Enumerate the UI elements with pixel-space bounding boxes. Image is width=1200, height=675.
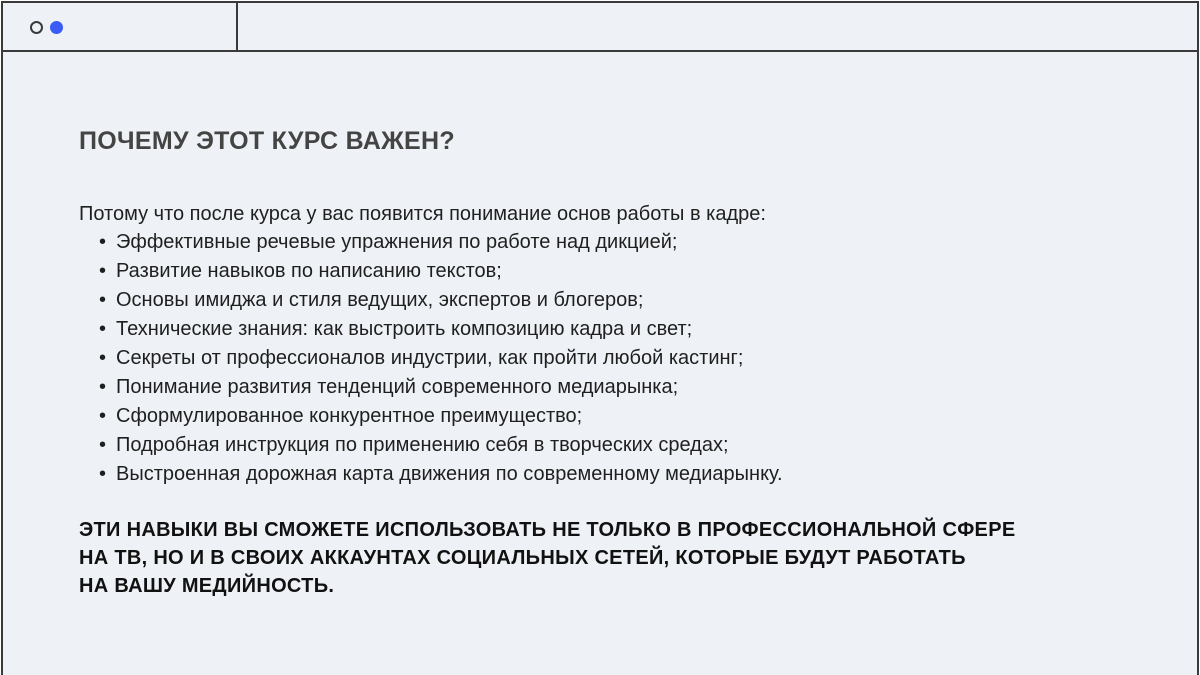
window-control-blue-dot[interactable]	[50, 21, 63, 34]
list-item	[99, 286, 1079, 315]
list-item	[99, 460, 1079, 489]
bullet-icon: •	[99, 289, 107, 311]
bullet-icon: •	[99, 347, 107, 369]
list-item	[99, 315, 1079, 344]
conclusion-line: НА ВАШУ МЕДИЙНОСТЬ.	[79, 575, 335, 597]
bullet-icon: •	[99, 318, 107, 340]
list-item-text: Секреты от профессионалов индустрии, как пройти любой кастинг;	[116, 347, 744, 369]
list-item	[99, 373, 1079, 402]
bullet-icon: •	[99, 260, 107, 282]
skills-list	[99, 228, 1079, 489]
list-item-text: Эффективные речевые упражнения по работе над дикцией;	[116, 231, 678, 253]
list-item-text: Технические знания: как выстроить композицию кадра и свет;	[116, 318, 693, 340]
bullet-icon: •	[99, 231, 107, 253]
topbar-divider	[236, 3, 238, 52]
conclusion-line: НА ТВ, НО И В СВОИХ АККАУНТАХ СОЦИАЛЬНЫХ СЕТЕЙ, КОТОРЫЕ БУДУТ РАБОТАТЬ	[79, 547, 966, 569]
list-item-text: Выстроенная дорожная карта движения по современному медиарынку.	[116, 463, 783, 485]
bullet-icon: •	[99, 405, 107, 427]
window-frame	[1, 1, 1199, 675]
list-item-text: Подробная инструкция по применению себя в творческих средах;	[116, 434, 729, 456]
window-control-outline-dot[interactable]	[30, 21, 43, 34]
bullet-icon: •	[99, 434, 107, 456]
bullet-icon: •	[99, 463, 107, 485]
list-item	[99, 344, 1079, 373]
conclusion-text	[79, 516, 1079, 600]
list-item-text: Сформулированное конкурентное преимущество;	[116, 405, 583, 427]
list-item	[99, 257, 1079, 286]
conclusion-line: ЭТИ НАВЫКИ ВЫ СМОЖЕТЕ ИСПОЛЬЗОВАТЬ НЕ ТОЛЬКО В ПРОФЕССИОНАЛЬНОЙ СФЕРЕ	[79, 519, 1016, 541]
slide-heading: ПОЧЕМУ ЭТОТ КУРС ВАЖЕН?	[79, 127, 455, 155]
list-item-text: Развитие навыков по написанию текстов;	[116, 260, 502, 282]
list-item	[99, 402, 1079, 431]
list-item	[99, 228, 1079, 257]
intro-text: Потому что после курса у вас появится понимание основ работы в кадре:	[79, 203, 766, 225]
list-item-text: Понимание развития тенденций современного медиарынка;	[116, 376, 679, 398]
window-topbar	[3, 3, 1197, 52]
list-item	[99, 431, 1079, 460]
slide-content	[79, 125, 1079, 600]
list-item-text: Основы имиджа и стиля ведущих, экспертов и блогеров;	[116, 289, 644, 311]
bullet-icon: •	[99, 376, 107, 398]
